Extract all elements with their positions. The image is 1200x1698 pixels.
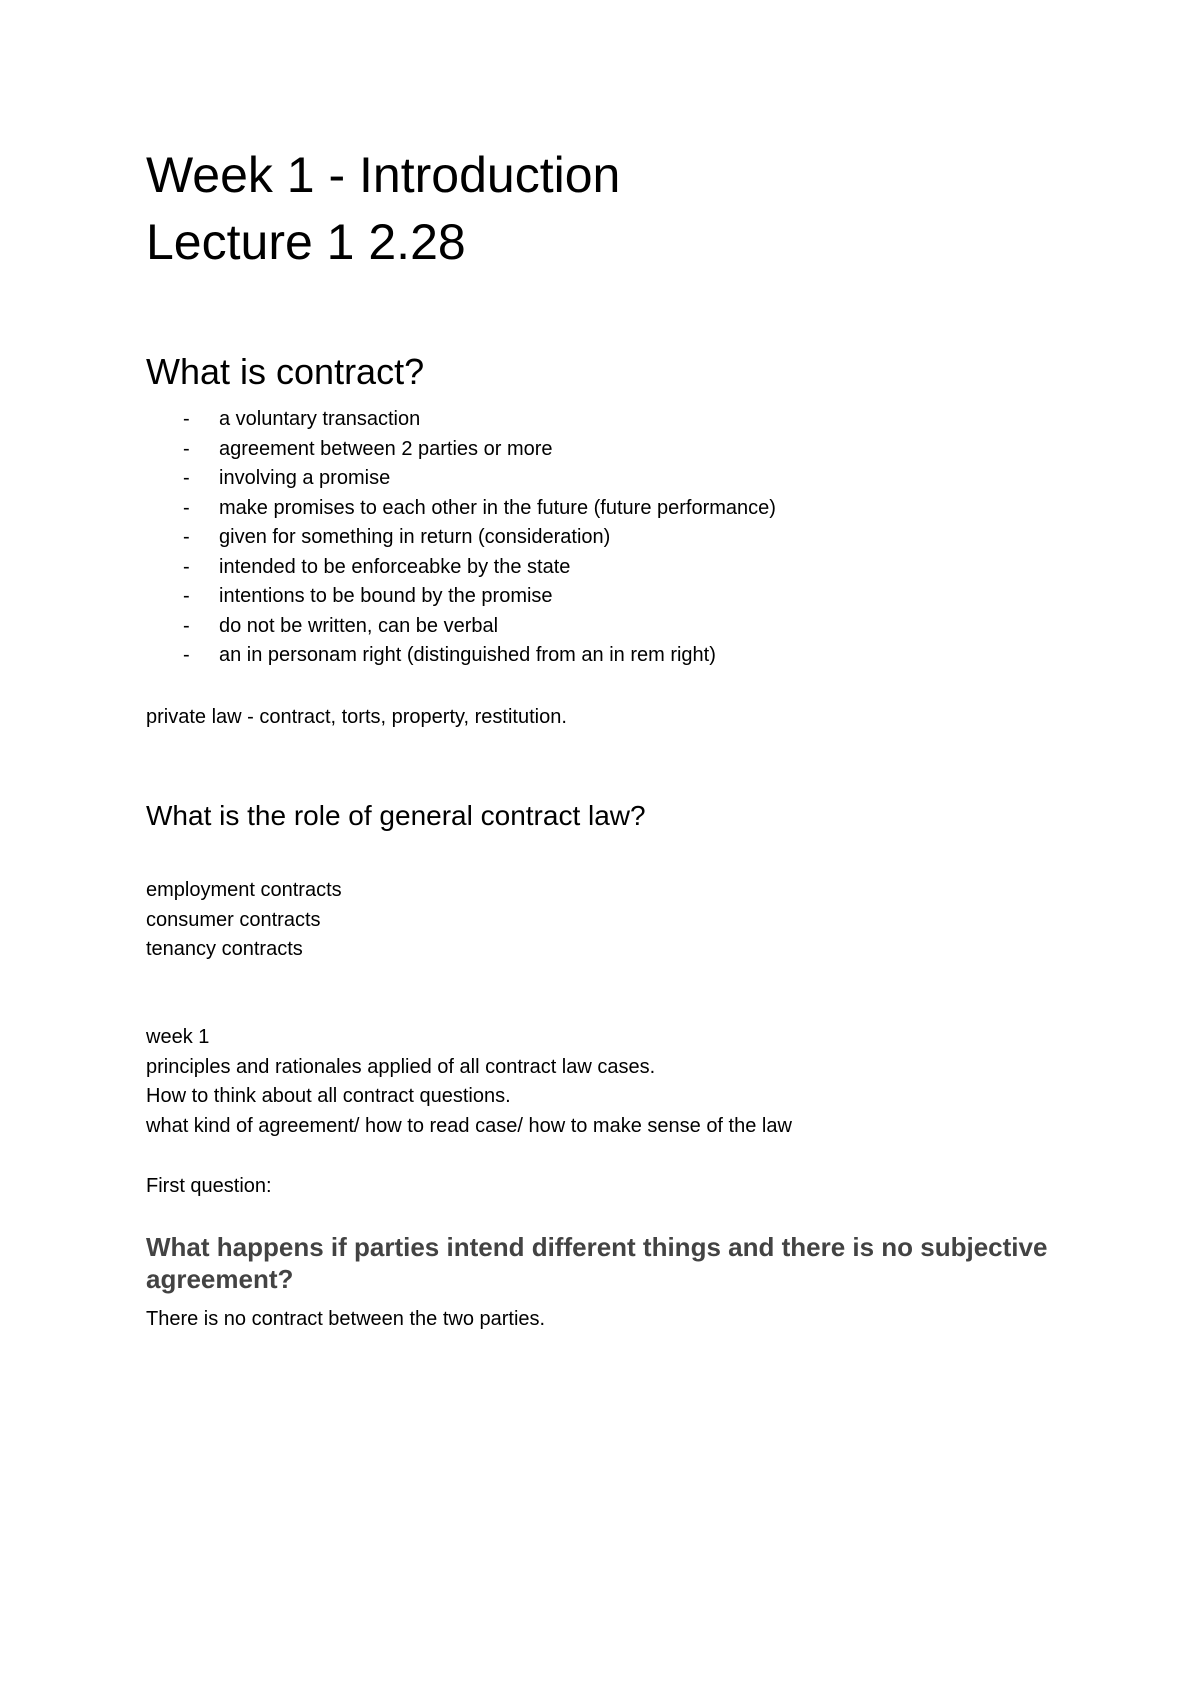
contract-definition-list <box>146 405 776 671</box>
answer-text: There is no contract between the two parties. <box>146 1308 546 1330</box>
list-item: tenancy contracts <box>146 938 303 960</box>
list-item: employment contracts <box>146 879 342 901</box>
list-item: - involving a promise <box>146 464 776 494</box>
list-item: - an in personam right (distinguished from an in rem right) <box>146 641 776 671</box>
first-question-label: First question: <box>146 1175 272 1197</box>
heading-what-is-contract: What is contract? <box>146 351 425 392</box>
list-item: - agreement between 2 parties or more <box>146 435 776 465</box>
dash-bullet: - <box>183 585 190 607</box>
dash-bullet: - <box>183 496 190 519</box>
list-item: - intentions to be bound by the promise <box>146 582 776 612</box>
list-item: consumer contracts <box>146 908 321 931</box>
dash-bullet: - <box>183 467 190 489</box>
list-item: - given for something in return (consideration) <box>146 523 776 553</box>
note-line: week 1 <box>146 1026 210 1048</box>
list-item: - intended to be enforceabke by the state <box>146 553 776 583</box>
list-item: - make promises to each other in the future (future performance) <box>146 494 776 524</box>
dash-bullet: - <box>183 408 190 430</box>
heading-different-intentions: What happens if parties intend different things and there is no subjective agreement? <box>146 1232 1048 1294</box>
document-title: Week 1 - Introduction <box>146 147 621 203</box>
dash-bullet: - <box>183 437 190 460</box>
week-notes <box>146 1023 792 1141</box>
dash-bullet: - <box>183 644 190 666</box>
heading-role-of-contract-law: What is the role of general contract law? <box>146 800 646 831</box>
lecture-subtitle: Lecture 1 2.28 <box>146 214 466 270</box>
list-item: - a voluntary transaction <box>146 405 776 435</box>
dash-bullet: - <box>183 555 190 578</box>
list-item: - do not be written, can be verbal <box>146 612 776 642</box>
private-law-note: private law - contract, torts, property, restitution. <box>146 706 567 728</box>
note-line: principles and rationales applied of all contract law cases. <box>146 1055 656 1078</box>
contract-types-list <box>146 876 342 965</box>
dash-bullet: - <box>183 614 190 637</box>
note-line: How to think about all contract questions. <box>146 1085 511 1107</box>
note-line: what kind of agreement/ how to read case/ how to make sense of the law <box>146 1114 792 1137</box>
dash-bullet: - <box>183 526 190 548</box>
